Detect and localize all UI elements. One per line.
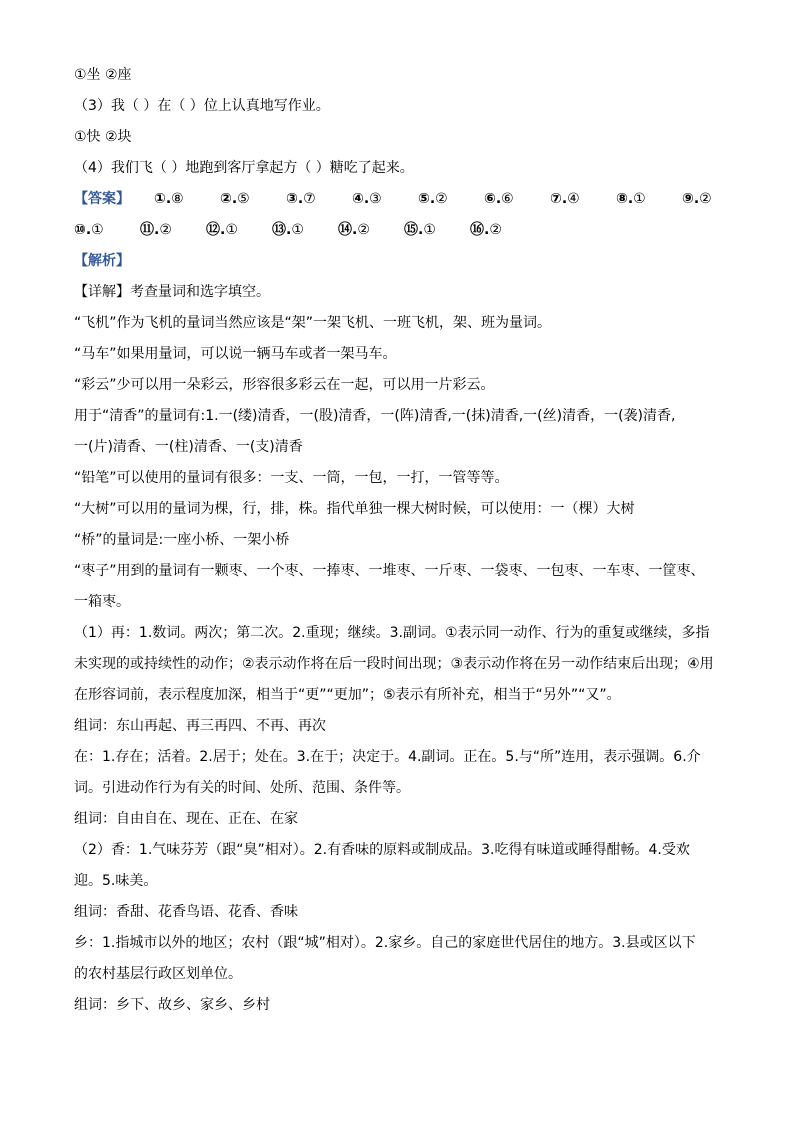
analysis-line: “桥”的量词是:一座小桥、一架小桥: [74, 532, 290, 548]
analysis-body: [74, 277, 724, 1021]
answer-item: ⑭.②: [338, 222, 370, 238]
analysis-line: 一(片)清香、一(柱)清香、一(支)清香: [74, 439, 303, 455]
analysis-line: 在形容词前，表示程度加深，相当于“更”“更加”；⑤表示有所补充，相当于“另外”“又”。: [74, 687, 621, 703]
answer-item: ①.⑧: [154, 191, 184, 207]
answer-row-2: [74, 215, 724, 246]
answer-item: ③.⑦: [286, 191, 316, 207]
analysis-line: 组词：乡下、故乡、家乡、乡村: [74, 997, 270, 1013]
answer-item: ⑪.②: [140, 222, 172, 238]
answer-item: ⑨.②: [682, 191, 712, 207]
question-4: （4）我们飞（ ）地跑到客厅拿起方（ ）糖吃了起来。: [74, 160, 414, 176]
analysis-line: 组词：香甜、花香鸟语、花香、香味: [74, 904, 298, 920]
analysis-line: 迎。5.味美。: [74, 873, 158, 889]
question-3: （3）我（ ）在（ ）位上认真地写作业。: [74, 98, 330, 114]
answer-label: 【答案】: [74, 191, 130, 207]
analysis-line: “彩云”少可以用一朵彩云，形容很多彩云在一起，可以用一片彩云。: [74, 377, 495, 393]
analysis-line: 未实现的或持续性的动作；②表示动作将在后一段时间出现；③表示动作将在另一动作结束后出现；④用: [74, 656, 714, 672]
analysis-line: 组词：东山再起、再三再四、不再、再次: [74, 718, 326, 734]
answer-item: ⑯.②: [470, 222, 502, 238]
answer-item: ⑥.⑥: [484, 191, 514, 207]
analysis-line: “枣子”用到的量词有一颗枣、一个枣、一捧枣、一堆枣、一斤枣、一袋枣、一包枣、一车枣、一筐枣、: [74, 563, 705, 579]
answer-row-1: [74, 184, 724, 215]
analysis-line: 乡：1.指城市以外的地区；农村（跟“城”相对）。2.家乡。自己的家庭世代居住的地方。3.县或区以下: [74, 935, 696, 951]
analysis-line: 【详解】考查量词和选字填空。: [74, 284, 270, 300]
answer-item: ⑩.①: [74, 222, 104, 238]
analysis-line: 的农村基层行政区划单位。: [74, 966, 242, 982]
analysis-line: “飞机”作为飞机的量词当然应该是“架”一架飞机、一班飞机，架、班为量词。: [74, 315, 552, 331]
analysis-line: （2）香：1.气味芬芳（跟“臭”相对）。2.有香味的原料或制成品。3.吃得有味道或睡得酣畅。4.受欢: [74, 842, 690, 858]
answer-item: ⑤.②: [418, 191, 448, 207]
analysis-line: 词。引进动作行为有关的时间、处所、范围、条件等。: [74, 780, 410, 796]
analysis-line: “马车”如果用量词，可以说一辆马车或者一架马车。: [74, 346, 397, 362]
answer-item: ⑬.①: [272, 222, 304, 238]
answer-item: ⑦.④: [550, 191, 580, 207]
analysis-line: 组词：自由自在、现在、正在、在家: [74, 811, 298, 827]
options-line-a: ①坐 ②座: [74, 67, 132, 83]
answer-item: ⑮.①: [404, 222, 436, 238]
answer-item: ②.⑤: [220, 191, 250, 207]
analysis-line: （1）再：1.数词。两次；第二次。2.重现；继续。3.副词。①表示同一动作、行为的重复或继续，多指: [74, 625, 710, 641]
analysis-line: 在：1.存在；活着。2.居于；处在。3.在于；决定于。4.副词。正在。5.与“所”连用，表示强调。6.介: [74, 749, 701, 765]
document-page: [74, 60, 724, 1021]
options-line-b: ①快 ②块: [74, 129, 132, 145]
analysis-label: 【解析】: [74, 253, 130, 269]
answer-item: ④.③: [352, 191, 382, 207]
answer-item: ⑧.①: [616, 191, 646, 207]
analysis-line: “铅笔”可以使用的量词有很多：一支、一筒，一包，一打，一管等等。: [74, 470, 509, 486]
analysis-heading: [74, 246, 724, 277]
analysis-line: 用于“清香”的量词有:1.一(缕)清香，一(股)清香，一(阵)清香,一(抹)清香,一(丝)清香，一(袭)清香,: [74, 408, 676, 424]
answer-item: ⑫.①: [206, 222, 238, 238]
analysis-line: 一箱枣。: [74, 594, 130, 610]
analysis-line: “大树”可以用的量词为棵，行，排，株。指代单独一棵大树时候，可以使用：一（棵）大树: [74, 501, 635, 517]
